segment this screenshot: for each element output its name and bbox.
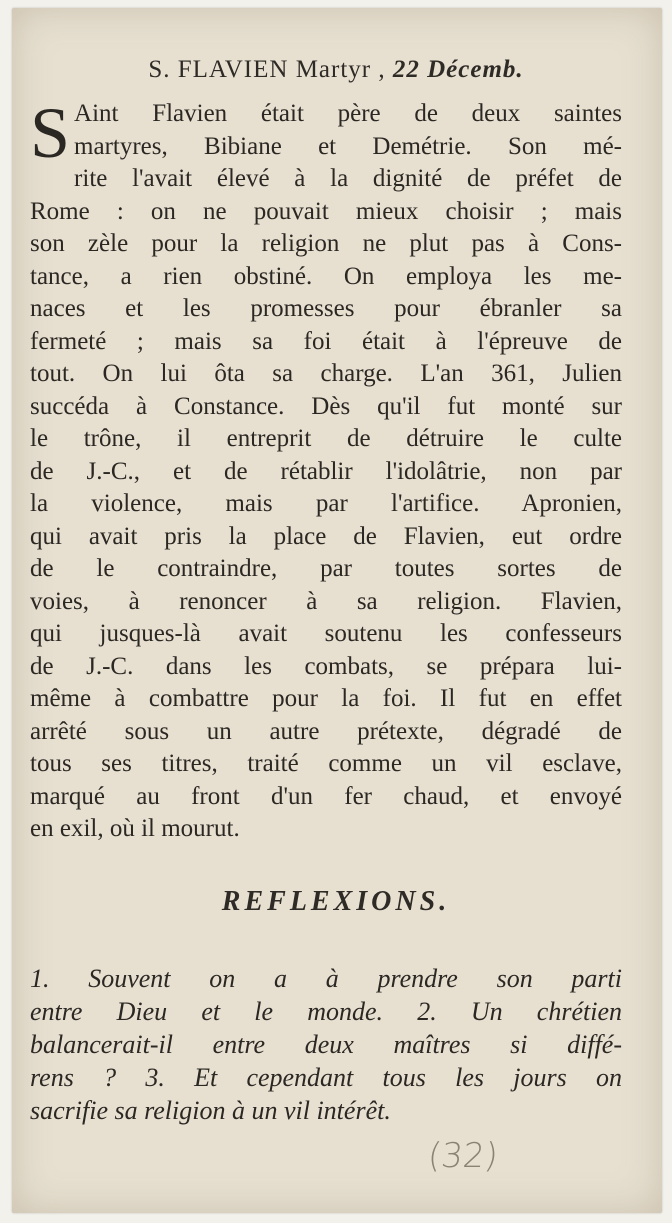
main-text <box>30 93 622 846</box>
text-line: son zèle pour la religion ne plut pas à Cons- <box>30 230 622 257</box>
reflexion-line: entre Dieu et le monde. 2. Un chrétien <box>30 997 622 1026</box>
text-line: de J.-C. dans les combats, se prépara lui- <box>30 652 622 680</box>
text-line: qui jusques-là avait soutenu les confesseurs <box>30 620 622 647</box>
heading-date: 22 Décemb. <box>392 56 524 83</box>
heading-title: S. FLAVIEN Martyr , <box>148 56 386 83</box>
handwritten-page-number: (32) <box>425 1136 500 1176</box>
text-line: en exil, où il mourut. <box>30 815 240 842</box>
reflexion-line: sacrifie sa religion à un vil intérêt. <box>30 1096 391 1125</box>
text-line: martyres, Bibiane et Demétrie. Son mé- <box>74 132 622 160</box>
reflexions-text <box>30 962 622 1127</box>
reflexion-line: 1. Souvent on a à prendre son parti <box>30 964 622 993</box>
text-line: tous ses titres, traité comme un vil esclave, <box>30 750 622 777</box>
text-line: le trône, il entreprit de détruire le culte <box>30 425 622 452</box>
text-line: tout. On lui ôta sa charge. L'an 361, Julien <box>30 360 622 387</box>
text-line: qui avait pris la place de Flavien, eut ordre <box>30 522 622 550</box>
text-line: naces et les promesses pour ébranler sa <box>30 295 622 322</box>
reflexion-line: balancerait-il entre deux maîtres si diffé- <box>30 1030 622 1059</box>
reflexions-heading: REFLEXIONS. <box>221 886 451 917</box>
text-line: tance, a rien obstiné. On employa les me- <box>30 262 622 290</box>
text-line: même à combattre pour la foi. Il fut en effet <box>30 685 622 712</box>
drop-cap: S <box>30 93 71 173</box>
reflexion-line: rens ? 3. Et cependant tous les jours on <box>30 1063 622 1092</box>
text-line: Rome : on ne pouvait mieux choisir ; mais <box>30 197 622 225</box>
page-heading <box>0 56 672 84</box>
text-line: arrêté sous un autre prétexte, dégradé de <box>30 717 622 745</box>
text-line: rite l'avait élevé à la dignité de préfet de <box>74 165 622 192</box>
text-line: de J.-C., et de rétablir l'idolâtrie, non par <box>30 457 622 485</box>
text-line: marqué au front d'un fer chaud, et envoyé <box>30 782 622 810</box>
text-line: voies, à renoncer à sa religion. Flavien, <box>30 587 622 615</box>
text-line: fermeté ; mais sa foi était à l'épreuve de <box>30 327 622 355</box>
text-line: de le contraindre, par toutes sortes de <box>30 555 622 582</box>
text-line: la violence, mais par l'artifice. Apronien, <box>30 490 622 517</box>
text-line: succéda à Constance. Dès qu'il fut monté sur <box>30 392 622 420</box>
text-line: Aint Flavien était père de deux saintes <box>74 100 622 127</box>
